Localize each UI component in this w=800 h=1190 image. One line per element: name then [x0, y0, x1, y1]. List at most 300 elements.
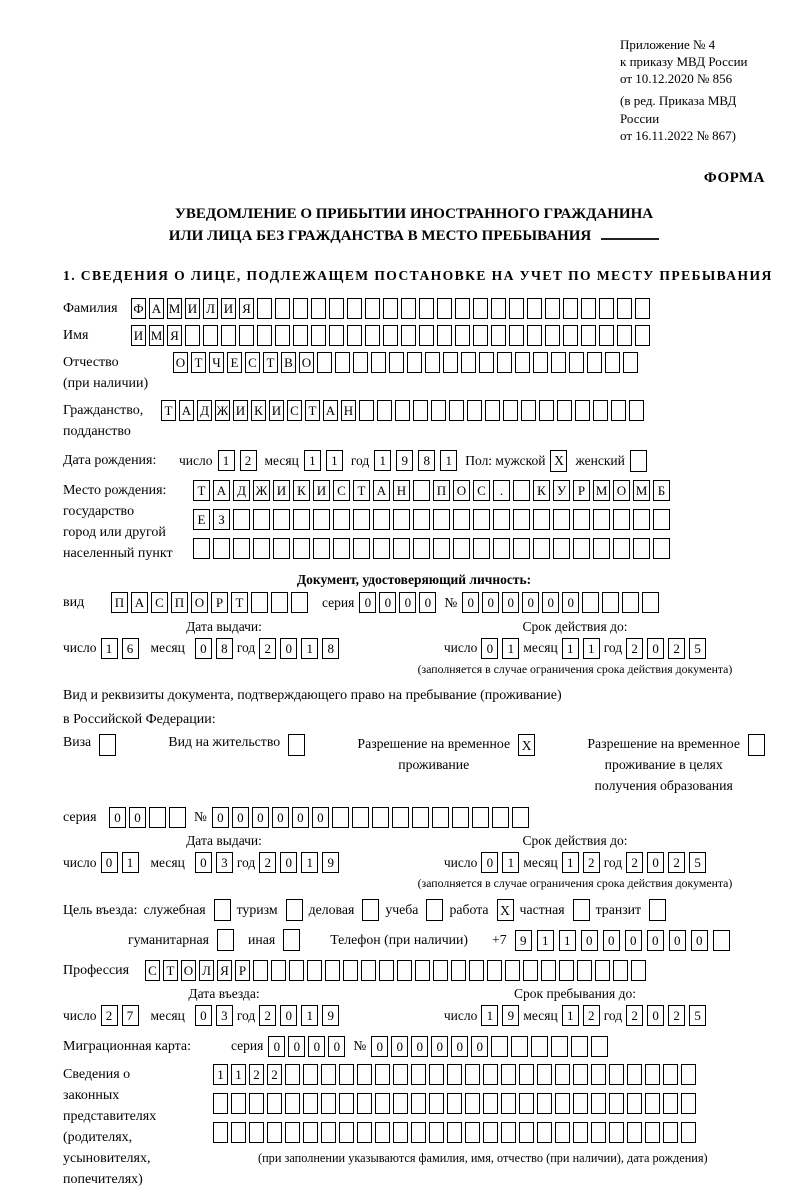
- char-cell[interactable]: [233, 509, 250, 530]
- char-cell[interactable]: [545, 325, 560, 346]
- char-cell[interactable]: [447, 1093, 462, 1114]
- char-cell[interactable]: [275, 325, 290, 346]
- char-cell[interactable]: [321, 1093, 336, 1114]
- char-cell[interactable]: Д: [233, 480, 250, 501]
- char-cell[interactable]: [429, 1093, 444, 1114]
- rvpo-checkbox[interactable]: [748, 734, 765, 756]
- char-cell[interactable]: [681, 1064, 696, 1085]
- char-cell[interactable]: [213, 1122, 228, 1143]
- char-cell[interactable]: П: [111, 592, 128, 613]
- char-cell[interactable]: Ж: [253, 480, 270, 501]
- char-cell[interactable]: [611, 400, 626, 421]
- char-cell[interactable]: [347, 325, 362, 346]
- char-cell[interactable]: [545, 298, 560, 319]
- char-cell[interactable]: 0: [328, 1036, 345, 1057]
- char-cell[interactable]: 1: [481, 1005, 498, 1026]
- char-cell[interactable]: [455, 325, 470, 346]
- char-cell[interactable]: [379, 960, 394, 981]
- char-cell[interactable]: [257, 325, 272, 346]
- char-cell[interactable]: [633, 538, 650, 559]
- purpose-study-checkbox[interactable]: [426, 899, 443, 921]
- char-cell[interactable]: 0: [371, 1036, 388, 1057]
- char-cell[interactable]: И: [269, 400, 284, 421]
- char-cell[interactable]: 0: [647, 638, 664, 659]
- char-cell[interactable]: 0: [462, 592, 479, 613]
- rvp-checkbox[interactable]: X: [518, 734, 535, 756]
- char-cell[interactable]: [335, 352, 350, 373]
- char-cell[interactable]: [253, 538, 270, 559]
- char-cell[interactable]: [443, 352, 458, 373]
- char-cell[interactable]: [231, 1093, 246, 1114]
- char-cell[interactable]: [537, 1093, 552, 1114]
- char-cell[interactable]: [593, 538, 610, 559]
- char-cell[interactable]: Л: [199, 960, 214, 981]
- char-cell[interactable]: [365, 298, 380, 319]
- char-cell[interactable]: 0: [268, 1036, 285, 1057]
- char-cell[interactable]: [491, 1036, 508, 1057]
- char-cell[interactable]: [271, 592, 288, 613]
- char-cell[interactable]: [401, 298, 416, 319]
- char-cell[interactable]: [622, 592, 639, 613]
- char-cell[interactable]: [663, 1122, 678, 1143]
- char-cell[interactable]: [317, 352, 332, 373]
- purpose-business-checkbox[interactable]: [362, 899, 379, 921]
- char-cell[interactable]: [433, 960, 448, 981]
- char-cell[interactable]: 1: [583, 638, 600, 659]
- char-cell[interactable]: [447, 1122, 462, 1143]
- char-cell[interactable]: [437, 325, 452, 346]
- char-cell[interactable]: С: [151, 592, 168, 613]
- char-cell[interactable]: 0: [419, 592, 436, 613]
- char-cell[interactable]: [492, 807, 509, 828]
- char-cell[interactable]: [221, 325, 236, 346]
- char-cell[interactable]: 0: [562, 592, 579, 613]
- char-cell[interactable]: [461, 352, 476, 373]
- char-cell[interactable]: [415, 960, 430, 981]
- char-cell[interactable]: 1: [326, 450, 343, 471]
- char-cell[interactable]: 2: [668, 638, 685, 659]
- char-cell[interactable]: [582, 592, 599, 613]
- char-cell[interactable]: [519, 1122, 534, 1143]
- char-cell[interactable]: 1: [231, 1064, 246, 1085]
- char-cell[interactable]: 5: [689, 852, 706, 873]
- sex-female-checkbox[interactable]: [630, 450, 647, 472]
- char-cell[interactable]: 0: [625, 930, 642, 951]
- char-cell[interactable]: [465, 1122, 480, 1143]
- char-cell[interactable]: [303, 1064, 318, 1085]
- char-cell[interactable]: [213, 1093, 228, 1114]
- char-cell[interactable]: 0: [280, 852, 297, 873]
- char-cell[interactable]: 0: [280, 1005, 297, 1026]
- char-cell[interactable]: [653, 538, 670, 559]
- char-cell[interactable]: С: [473, 480, 490, 501]
- char-cell[interactable]: [453, 538, 470, 559]
- char-cell[interactable]: [373, 509, 390, 530]
- char-cell[interactable]: [447, 1064, 462, 1085]
- char-cell[interactable]: [429, 1064, 444, 1085]
- char-cell[interactable]: [393, 509, 410, 530]
- char-cell[interactable]: [513, 480, 530, 501]
- char-cell[interactable]: 2: [259, 638, 276, 659]
- char-cell[interactable]: [353, 352, 368, 373]
- purpose-work-checkbox[interactable]: X: [497, 899, 514, 921]
- char-cell[interactable]: [401, 325, 416, 346]
- char-cell[interactable]: [357, 1064, 372, 1085]
- char-cell[interactable]: [533, 352, 548, 373]
- char-cell[interactable]: Ч: [209, 352, 224, 373]
- char-cell[interactable]: [553, 538, 570, 559]
- char-cell[interactable]: 2: [259, 852, 276, 873]
- char-cell[interactable]: [353, 538, 370, 559]
- char-cell[interactable]: [413, 480, 430, 501]
- char-cell[interactable]: [473, 298, 488, 319]
- char-cell[interactable]: [663, 1093, 678, 1114]
- char-cell[interactable]: [465, 1093, 480, 1114]
- char-cell[interactable]: [599, 325, 614, 346]
- char-cell[interactable]: 1: [502, 852, 519, 873]
- char-cell[interactable]: [397, 960, 412, 981]
- char-cell[interactable]: 0: [647, 852, 664, 873]
- char-cell[interactable]: И: [131, 325, 146, 346]
- char-cell[interactable]: [451, 960, 466, 981]
- char-cell[interactable]: [713, 930, 730, 951]
- char-cell[interactable]: 8: [216, 638, 233, 659]
- char-cell[interactable]: [321, 1064, 336, 1085]
- char-cell[interactable]: [503, 400, 518, 421]
- char-cell[interactable]: 0: [691, 930, 708, 951]
- char-cell[interactable]: 1: [218, 450, 235, 471]
- char-cell[interactable]: 8: [418, 450, 435, 471]
- char-cell[interactable]: [627, 1093, 642, 1114]
- char-cell[interactable]: 0: [359, 592, 376, 613]
- char-cell[interactable]: 5: [689, 638, 706, 659]
- char-cell[interactable]: [239, 325, 254, 346]
- char-cell[interactable]: [303, 1093, 318, 1114]
- char-cell[interactable]: [497, 352, 512, 373]
- char-cell[interactable]: [419, 325, 434, 346]
- char-cell[interactable]: А: [131, 592, 148, 613]
- char-cell[interactable]: [513, 509, 530, 530]
- char-cell[interactable]: [527, 325, 542, 346]
- char-cell[interactable]: [285, 1093, 300, 1114]
- char-cell[interactable]: [515, 352, 530, 373]
- char-cell[interactable]: [329, 298, 344, 319]
- char-cell[interactable]: [635, 298, 650, 319]
- char-cell[interactable]: 1: [562, 638, 579, 659]
- char-cell[interactable]: [293, 509, 310, 530]
- char-cell[interactable]: [395, 400, 410, 421]
- char-cell[interactable]: Т: [163, 960, 178, 981]
- char-cell[interactable]: [537, 1122, 552, 1143]
- char-cell[interactable]: [425, 352, 440, 373]
- char-cell[interactable]: 1: [502, 638, 519, 659]
- char-cell[interactable]: [581, 325, 596, 346]
- char-cell[interactable]: [577, 960, 592, 981]
- char-cell[interactable]: [609, 1064, 624, 1085]
- char-cell[interactable]: [623, 352, 638, 373]
- char-cell[interactable]: 8: [322, 638, 339, 659]
- char-cell[interactable]: [485, 400, 500, 421]
- char-cell[interactable]: [437, 298, 452, 319]
- char-cell[interactable]: [393, 1122, 408, 1143]
- char-cell[interactable]: [383, 325, 398, 346]
- char-cell[interactable]: 3: [216, 1005, 233, 1026]
- char-cell[interactable]: 0: [195, 1005, 212, 1026]
- char-cell[interactable]: [501, 1064, 516, 1085]
- char-cell[interactable]: [392, 807, 409, 828]
- char-cell[interactable]: [231, 1122, 246, 1143]
- char-cell[interactable]: [469, 960, 484, 981]
- char-cell[interactable]: 0: [581, 930, 598, 951]
- char-cell[interactable]: Т: [353, 480, 370, 501]
- char-cell[interactable]: И: [233, 400, 248, 421]
- char-cell[interactable]: [375, 1093, 390, 1114]
- char-cell[interactable]: [375, 1064, 390, 1085]
- char-cell[interactable]: [371, 352, 386, 373]
- char-cell[interactable]: 9: [322, 852, 339, 873]
- char-cell[interactable]: Т: [231, 592, 248, 613]
- char-cell[interactable]: Д: [197, 400, 212, 421]
- char-cell[interactable]: [311, 298, 326, 319]
- char-cell[interactable]: 1: [559, 930, 576, 951]
- char-cell[interactable]: К: [251, 400, 266, 421]
- char-cell[interactable]: [555, 1122, 570, 1143]
- char-cell[interactable]: 2: [240, 450, 257, 471]
- char-cell[interactable]: А: [213, 480, 230, 501]
- char-cell[interactable]: 1: [562, 1005, 579, 1026]
- char-cell[interactable]: И: [185, 298, 200, 319]
- char-cell[interactable]: 0: [481, 852, 498, 873]
- char-cell[interactable]: [533, 538, 550, 559]
- char-cell[interactable]: [359, 400, 374, 421]
- char-cell[interactable]: 2: [249, 1064, 264, 1085]
- char-cell[interactable]: [483, 1064, 498, 1085]
- char-cell[interactable]: [251, 592, 268, 613]
- char-cell[interactable]: [645, 1064, 660, 1085]
- char-cell[interactable]: 1: [440, 450, 457, 471]
- char-cell[interactable]: [511, 1036, 528, 1057]
- char-cell[interactable]: [273, 509, 290, 530]
- char-cell[interactable]: [433, 509, 450, 530]
- char-cell[interactable]: [429, 1122, 444, 1143]
- char-cell[interactable]: [332, 807, 349, 828]
- char-cell[interactable]: 0: [451, 1036, 468, 1057]
- char-cell[interactable]: [455, 298, 470, 319]
- char-cell[interactable]: А: [179, 400, 194, 421]
- char-cell[interactable]: [642, 592, 659, 613]
- char-cell[interactable]: [289, 960, 304, 981]
- char-cell[interactable]: 2: [668, 852, 685, 873]
- char-cell[interactable]: [267, 1122, 282, 1143]
- char-cell[interactable]: [681, 1122, 696, 1143]
- char-cell[interactable]: [512, 807, 529, 828]
- char-cell[interactable]: 0: [272, 807, 289, 828]
- char-cell[interactable]: [257, 298, 272, 319]
- char-cell[interactable]: [521, 400, 536, 421]
- char-cell[interactable]: [233, 538, 250, 559]
- char-cell[interactable]: 2: [626, 852, 643, 873]
- char-cell[interactable]: [663, 1064, 678, 1085]
- char-cell[interactable]: 6: [122, 638, 139, 659]
- char-cell[interactable]: 0: [669, 930, 686, 951]
- char-cell[interactable]: [419, 298, 434, 319]
- char-cell[interactable]: 0: [391, 1036, 408, 1057]
- char-cell[interactable]: Т: [193, 480, 210, 501]
- char-cell[interactable]: 0: [101, 852, 118, 873]
- char-cell[interactable]: [539, 400, 554, 421]
- char-cell[interactable]: [357, 1122, 372, 1143]
- char-cell[interactable]: [569, 352, 584, 373]
- char-cell[interactable]: [473, 538, 490, 559]
- char-cell[interactable]: 0: [195, 852, 212, 873]
- char-cell[interactable]: П: [433, 480, 450, 501]
- char-cell[interactable]: [627, 1122, 642, 1143]
- char-cell[interactable]: В: [281, 352, 296, 373]
- char-cell[interactable]: [479, 352, 494, 373]
- char-cell[interactable]: [267, 1093, 282, 1114]
- char-cell[interactable]: [519, 1064, 534, 1085]
- char-cell[interactable]: 2: [583, 852, 600, 873]
- char-cell[interactable]: М: [633, 480, 650, 501]
- char-cell[interactable]: 0: [280, 638, 297, 659]
- char-cell[interactable]: [377, 400, 392, 421]
- char-cell[interactable]: [361, 960, 376, 981]
- char-cell[interactable]: [293, 298, 308, 319]
- char-cell[interactable]: О: [181, 960, 196, 981]
- char-cell[interactable]: [467, 400, 482, 421]
- char-cell[interactable]: [339, 1064, 354, 1085]
- char-cell[interactable]: [193, 538, 210, 559]
- char-cell[interactable]: [393, 1093, 408, 1114]
- char-cell[interactable]: 0: [647, 930, 664, 951]
- char-cell[interactable]: [375, 1122, 390, 1143]
- char-cell[interactable]: М: [593, 480, 610, 501]
- char-cell[interactable]: [271, 960, 286, 981]
- char-cell[interactable]: [203, 325, 218, 346]
- char-cell[interactable]: [293, 538, 310, 559]
- char-cell[interactable]: [523, 960, 538, 981]
- char-cell[interactable]: [353, 509, 370, 530]
- char-cell[interactable]: Е: [227, 352, 242, 373]
- char-cell[interactable]: 0: [471, 1036, 488, 1057]
- char-cell[interactable]: [273, 538, 290, 559]
- char-cell[interactable]: [285, 1064, 300, 1085]
- char-cell[interactable]: [383, 298, 398, 319]
- char-cell[interactable]: 1: [213, 1064, 228, 1085]
- char-cell[interactable]: [541, 960, 556, 981]
- char-cell[interactable]: А: [323, 400, 338, 421]
- char-cell[interactable]: [645, 1122, 660, 1143]
- char-cell[interactable]: [185, 325, 200, 346]
- char-cell[interactable]: С: [145, 960, 160, 981]
- char-cell[interactable]: [563, 298, 578, 319]
- char-cell[interactable]: [393, 538, 410, 559]
- purpose-transit-checkbox[interactable]: [649, 899, 666, 921]
- char-cell[interactable]: [343, 960, 358, 981]
- char-cell[interactable]: [573, 1064, 588, 1085]
- char-cell[interactable]: [411, 1064, 426, 1085]
- char-cell[interactable]: [465, 1064, 480, 1085]
- char-cell[interactable]: 0: [312, 807, 329, 828]
- char-cell[interactable]: [339, 1122, 354, 1143]
- char-cell[interactable]: [357, 1093, 372, 1114]
- char-cell[interactable]: [321, 1122, 336, 1143]
- purpose-humanitarian-checkbox[interactable]: [217, 929, 234, 951]
- char-cell[interactable]: О: [453, 480, 470, 501]
- char-cell[interactable]: И: [313, 480, 330, 501]
- char-cell[interactable]: [347, 298, 362, 319]
- char-cell[interactable]: [617, 298, 632, 319]
- char-cell[interactable]: [509, 298, 524, 319]
- char-cell[interactable]: Н: [393, 480, 410, 501]
- char-cell[interactable]: [452, 807, 469, 828]
- char-cell[interactable]: [537, 1064, 552, 1085]
- residence-permit-checkbox[interactable]: [288, 734, 305, 756]
- char-cell[interactable]: [311, 325, 326, 346]
- char-cell[interactable]: [432, 807, 449, 828]
- char-cell[interactable]: [413, 509, 430, 530]
- char-cell[interactable]: 9: [322, 1005, 339, 1026]
- char-cell[interactable]: [513, 538, 530, 559]
- char-cell[interactable]: [253, 960, 268, 981]
- char-cell[interactable]: [635, 325, 650, 346]
- char-cell[interactable]: [249, 1122, 264, 1143]
- char-cell[interactable]: 0: [647, 1005, 664, 1026]
- char-cell[interactable]: [433, 538, 450, 559]
- char-cell[interactable]: А: [373, 480, 390, 501]
- char-cell[interactable]: [599, 298, 614, 319]
- char-cell[interactable]: [613, 960, 628, 981]
- char-cell[interactable]: 2: [668, 1005, 685, 1026]
- char-cell[interactable]: [591, 1064, 606, 1085]
- char-cell[interactable]: [329, 325, 344, 346]
- char-cell[interactable]: [275, 298, 290, 319]
- visa-checkbox[interactable]: [99, 734, 116, 756]
- char-cell[interactable]: 0: [379, 592, 396, 613]
- char-cell[interactable]: [617, 325, 632, 346]
- char-cell[interactable]: [563, 325, 578, 346]
- char-cell[interactable]: К: [533, 480, 550, 501]
- char-cell[interactable]: 7: [122, 1005, 139, 1026]
- char-cell[interactable]: 0: [502, 592, 519, 613]
- char-cell[interactable]: О: [173, 352, 188, 373]
- char-cell[interactable]: [373, 538, 390, 559]
- char-cell[interactable]: 0: [542, 592, 559, 613]
- char-cell[interactable]: 2: [583, 1005, 600, 1026]
- char-cell[interactable]: [413, 538, 430, 559]
- char-cell[interactable]: [571, 1036, 588, 1057]
- char-cell[interactable]: 0: [109, 807, 126, 828]
- char-cell[interactable]: Я: [167, 325, 182, 346]
- char-cell[interactable]: 0: [481, 638, 498, 659]
- char-cell[interactable]: Б: [653, 480, 670, 501]
- char-cell[interactable]: А: [149, 298, 164, 319]
- char-cell[interactable]: З: [213, 509, 230, 530]
- char-cell[interactable]: С: [245, 352, 260, 373]
- char-cell[interactable]: 1: [301, 638, 318, 659]
- char-cell[interactable]: [591, 1093, 606, 1114]
- char-cell[interactable]: [213, 538, 230, 559]
- char-cell[interactable]: [412, 807, 429, 828]
- purpose-tourism-checkbox[interactable]: [286, 899, 303, 921]
- char-cell[interactable]: [501, 1122, 516, 1143]
- char-cell[interactable]: [593, 509, 610, 530]
- char-cell[interactable]: 1: [301, 1005, 318, 1026]
- char-cell[interactable]: [573, 1093, 588, 1114]
- char-cell[interactable]: С: [333, 480, 350, 501]
- char-cell[interactable]: [555, 1093, 570, 1114]
- char-cell[interactable]: 0: [308, 1036, 325, 1057]
